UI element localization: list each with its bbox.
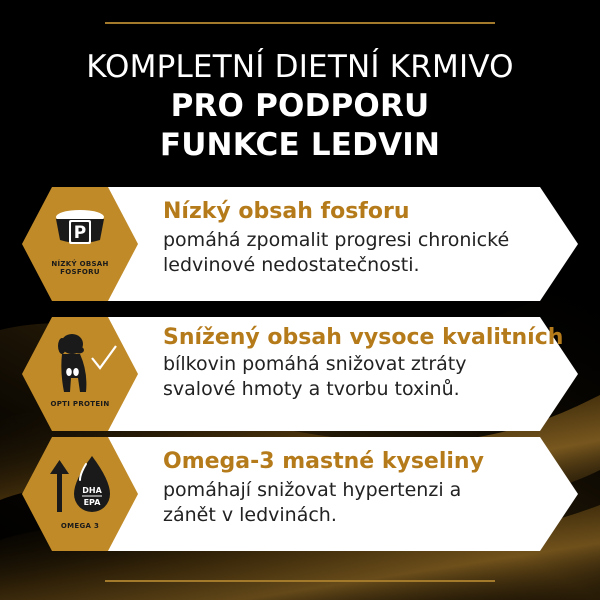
benefit-title: Nízký obsah fosforu (163, 199, 410, 224)
headline-line-1: KOMPLETNÍ DIETNÍ KRMIVO (86, 49, 514, 85)
benefit-description: bílkovin pomáhá snižovat ztráty svalové hmoty a tvorbu toxinů. (163, 353, 467, 400)
headline-line-3: FUNKCE LEDVIN (159, 127, 441, 163)
headline-line-2: PRO PODPORU (170, 88, 430, 124)
top-divider (105, 22, 495, 24)
benefit-text (163, 448, 563, 528)
benefit-title: Omega-3 mastné kyseliny (163, 449, 484, 474)
benefit-text (163, 198, 563, 278)
benefit-description: pomáhá zpomalit progresi chronické ledvinové nedostatečnosti. (163, 229, 510, 276)
bottom-divider (105, 580, 495, 582)
icon-caption: OPTI PROTEIN (50, 400, 110, 408)
headline (0, 48, 600, 165)
benefit-text (163, 324, 563, 402)
omega3-drop-icon (20, 434, 140, 554)
phosphorus-letter: P (73, 223, 87, 243)
epa-label: EPA (83, 498, 101, 507)
benefit-description: pomáhají snižovat hypertenzi a zánět v ledvinách. (163, 479, 462, 526)
benefit-card-protein (20, 314, 580, 434)
benefit-card-phosphorus (20, 184, 580, 304)
icon-caption: NÍZKÝ OBSAH FOSFORU (51, 260, 109, 276)
dha-label: DHA (82, 486, 102, 495)
puppy-check-icon (20, 314, 140, 434)
low-phosphorus-bowl-icon (20, 184, 140, 304)
benefit-card-omega3 (20, 434, 580, 554)
benefit-title: Snížený obsah vysoce kvalitních (163, 325, 564, 350)
icon-caption: OMEGA 3 (60, 522, 100, 530)
